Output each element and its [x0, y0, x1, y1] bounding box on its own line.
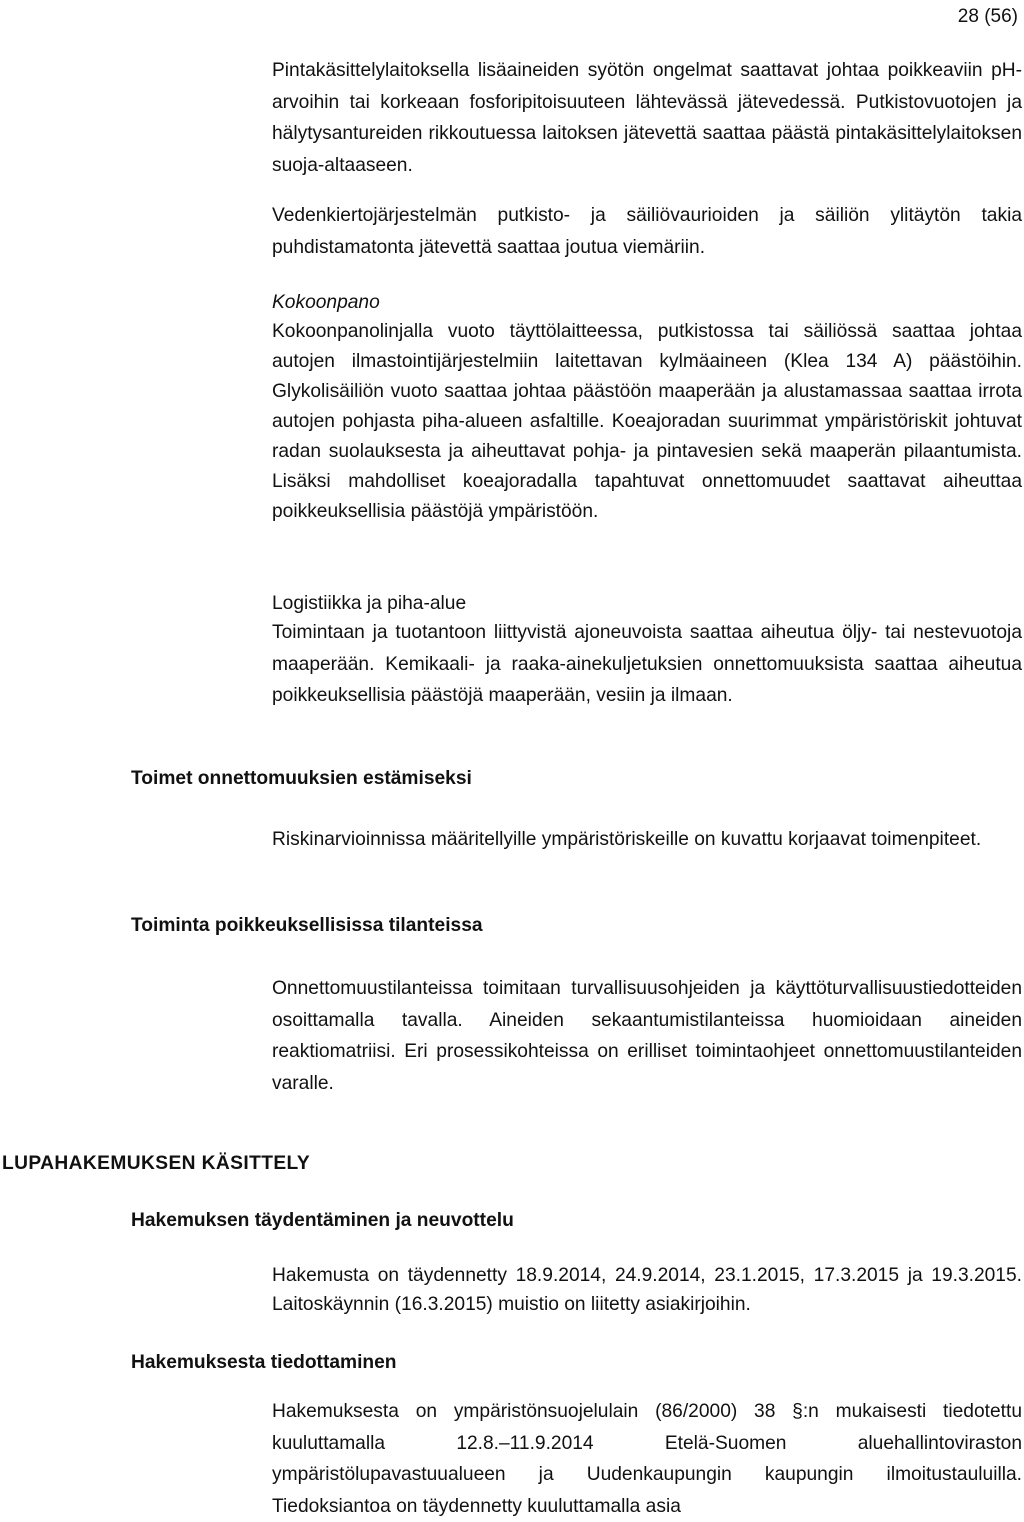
paragraph-toimet: Riskinarvioinnissa määritellyille ympäristöriskeille on kuvattu korjaavat toimenpiteet. [272, 829, 982, 850]
heading-tiedottaminen: Hakemuksesta tiedottaminen [131, 1352, 397, 1373]
paragraph-vedenkierto: Vedenkiertojärjestelmän putkisto- ja säiliövaurioiden ja säiliön ylitäytön takia puhdistamatonta jätevettä saattaa joutua viemäriin. [272, 205, 1022, 258]
heading-poikkeuksellisissa: Toiminta poikkeuksellisissa tilanteissa [131, 915, 483, 936]
paragraph-kokoonpano: Kokoonpanolinjalla vuoto täyttölaitteessa, putkistossa tai säiliössä saattaa johtaa autojen ilmastointijärjestelmiin laitettavan kylmäaineen (Klea 134 A) päästöihin. Glykolisäiliön vuoto saattaa johtaa päästöön maaperään ja alustamassaa saattaa irrota autojen pohjasta piha-alueen asfaltille. Koeajoradan suurimmat ympäristöriskit johtuvat radan suolauksesta ja aiheuttavat pohja- ja pintavesien sekä maaperän pilaantumista. Lisäksi mahdolliset koeajoradalla tapahtuvat onnettomuudet saattavat aiheuttaa poikkeuksellisia päästöjä ympäristöön. [272, 321, 1022, 522]
heading-lupahakemuksen-kasittely: LUPAHAKEMUKSEN KÄSITTELY [2, 1153, 311, 1174]
heading-toimet: Toimet onnettomuuksien estämiseksi [131, 768, 472, 789]
paragraph-tiedottaminen: Hakemuksesta on ympäristönsuojelulain (86/2000) 38 §:n mukaisesti tiedotettu kuuluttamalla 12.8.–11.9.2014 Etelä-Suomen aluehallintoviraston ympäristölupavastuualueen ja Uudenkaupungin kaupungin ilmoitustauluilla. Tiedoksiantoa on täydennetty kuuluttamalla asia [272, 1401, 1022, 1517]
subheading-kokoonpano: Kokoonpano [272, 292, 380, 313]
paragraph-poikkeuksellisissa: Onnettomuustilanteissa toimitaan turvallisuusohjeiden ja käyttöturvallisuustiedotteiden osoittamalla tavalla. Aineiden sekaantumistilanteissa huomioidaan aineiden reaktiomatriisi. Eri prosessikohteissa on erilliset toimintaohjeet onnettomuustilanteiden varalle. [272, 978, 1022, 1094]
page-number: 28 (56) [957, 6, 1018, 27]
paragraph-pintakasittely: Pintakäsittelylaitoksella lisäaineiden syötön ongelmat saattavat johtaa poikkeaviin pH-arvoihin tai korkeaan fosforipitoisuuteen lähtevässä jätevedessä. Putkistovuotojen ja hälytysantureiden rikkoutuessa laitoksen jätevettä saattaa päästä pintakäsittelylaitoksen suoja-altaaseen. [272, 60, 1022, 176]
paragraph-logistiikka: Toimintaan ja tuotantoon liittyvistä ajoneuvoista saattaa aiheutua öljy- tai nestevuotoja maaperään. Kemikaali- ja raaka-ainekuljetuksien onnettomuuksista saattaa aiheutua poikkeuksellisia päästöjä maaperään, vesiin ja ilmaan. [272, 622, 1022, 706]
paragraph-taydentaminen: Hakemusta on täydennetty 18.9.2014, 24.9.2014, 23.1.2015, 17.3.2015 ja 19.3.2015. Laitoskäynnin (16.3.2015) muistio on liitetty asiakirjoihin. [272, 1265, 1022, 1315]
subheading-logistiikka: Logistiikka ja piha-alue [272, 593, 467, 614]
heading-taydentaminen: Hakemuksen täydentäminen ja neuvottelu [131, 1210, 514, 1231]
